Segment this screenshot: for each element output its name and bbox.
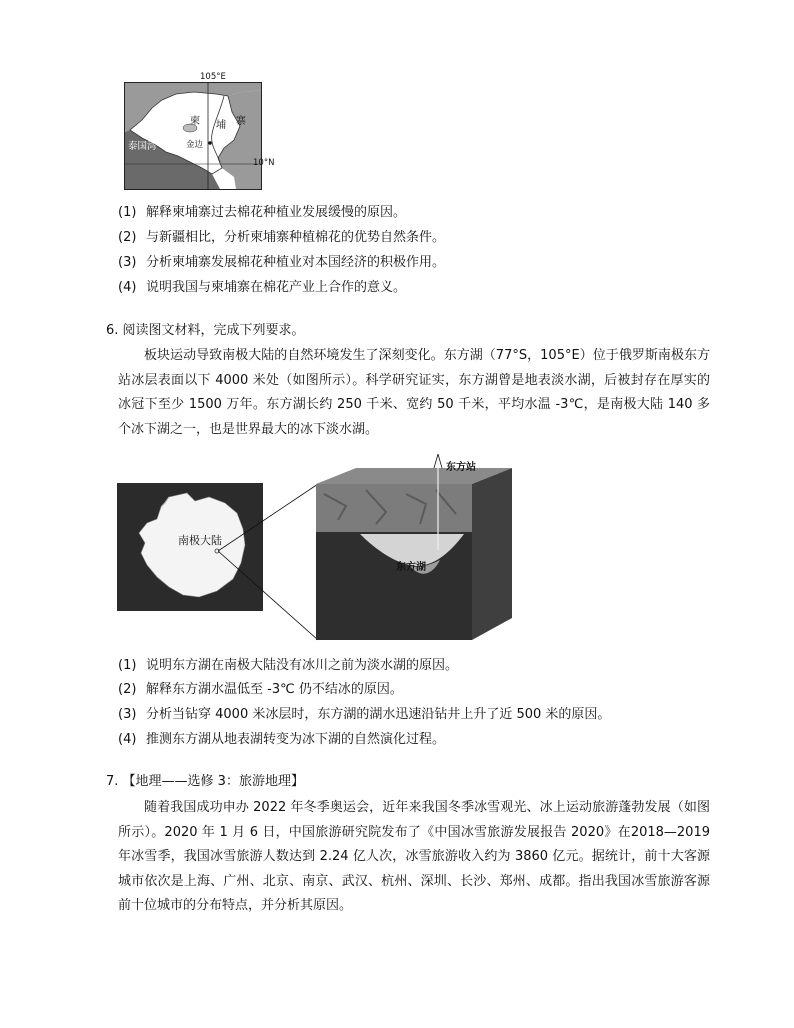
- q6-heading: 6. 阅读图文材料，完成下列要求。: [106, 323, 305, 338]
- q6-item-3-text: 分析当钻穿 4000 米冰层时，东方湖的湖水迅速沿钻井上升了近 500 米的原因。: [146, 707, 611, 722]
- q5-item-4-num: (4): [118, 280, 137, 295]
- q5-item-2: [118, 227, 445, 249]
- q5-item-3-num: (3): [118, 255, 137, 270]
- q6-item-1-text: 说明东方湖在南极大陆没有冰川之前为淡水湖的原因。: [146, 658, 459, 673]
- q5-item-1-num: (1): [118, 205, 137, 220]
- q5-item-3: [118, 252, 445, 274]
- q6-item-2-num: (2): [118, 682, 137, 697]
- q5-item-4-text: 说明我国与柬埔寨在棉花产业上合作的意义。: [146, 280, 407, 295]
- q5-item-3-text: 分析柬埔寨发展棉花种植业对本国经济的积极作用。: [146, 255, 446, 270]
- longitude-label: 105°E: [200, 72, 226, 82]
- station-label: 东方站: [446, 462, 476, 473]
- q5-item-1: [118, 202, 406, 224]
- q6-item-1: [118, 655, 458, 677]
- q5-item-2-text: 与新疆相比，分析柬埔寨种植棉花的优势自然条件。: [146, 230, 446, 245]
- lake-block-diagram: [316, 454, 512, 642]
- q7-paragraph: 随着我国成功申办 2022 年冬季奥运会，近年来我国冬季冰雪观光、冰上运动旅游蓬勃发展（如图所示）。2020 年 1 月 6 日，中国旅游研究院发布了《中国冰雪旅游发展报告 2020》在2018—2019 年冰雪季，我国冰雪旅游人数达到 2.24 亿人次，冰雪旅游收入约为 3860 亿元。据统计，前十大客源城市依次是上海、广州、北京、南京、武汉、杭州、深圳、长沙、郑州、成都。指出我国冰雪旅游客源前十位城市的分布特点，并分析其原因。: [118, 800, 710, 913]
- country-label-3: 寨: [236, 116, 246, 127]
- q6-item-3-num: (3): [118, 707, 137, 722]
- q6-item-3: [118, 704, 610, 726]
- gulf-label: 泰国湾: [128, 141, 157, 152]
- q6-item-2: [118, 679, 403, 701]
- continent-label: 南极大陆: [178, 534, 222, 547]
- lake-block-graphic: [316, 454, 512, 642]
- cambodia-map: [124, 72, 275, 190]
- lake-label: 东方湖: [396, 562, 426, 573]
- q6-item-1-num: (1): [118, 658, 137, 673]
- q6-item-4-text: 推测东方湖从地表湖转变为冰下湖的自然演化过程。: [146, 732, 446, 747]
- country-label-1: 柬: [190, 116, 200, 127]
- q6-item-2-text: 解释东方湖水温低至 -3℃ 仍不结冰的原因。: [146, 682, 403, 697]
- q6-paragraph: 板块运动导致南极大陆的自然环境发生了深刻变化。东方湖（77°S，105°E）位于俄罗斯南极东方站冰层表面以下 4000 米处（如图所示）。科学研究证实，东方湖曾是地表淡水湖，后被封存在厚实的冰冠下至少 1500 万年。东方湖长约 250 千米、宽约 50 千米，平均水温 -3℃，是南极大陆 140 多个冰下湖之一，也是世界最大的冰下淡水湖。: [118, 348, 710, 437]
- country-label-2: 埔: [216, 120, 226, 131]
- latitude-label: 10°N: [253, 158, 275, 168]
- cambodia-map-graphic: [124, 82, 262, 190]
- q6-item-4: [118, 729, 445, 751]
- q5-item-2-num: (2): [118, 230, 137, 245]
- connector-lines: [218, 470, 320, 642]
- q7-heading: 7. 【地理——选修 3：旅游地理】: [106, 774, 304, 789]
- q6-item-4-num: (4): [118, 732, 137, 747]
- q5-item-1-text: 解释柬埔寨过去棉花种植业发展缓慢的原因。: [146, 205, 407, 220]
- q5-item-4: [118, 277, 406, 299]
- city-label: 金边: [186, 140, 204, 150]
